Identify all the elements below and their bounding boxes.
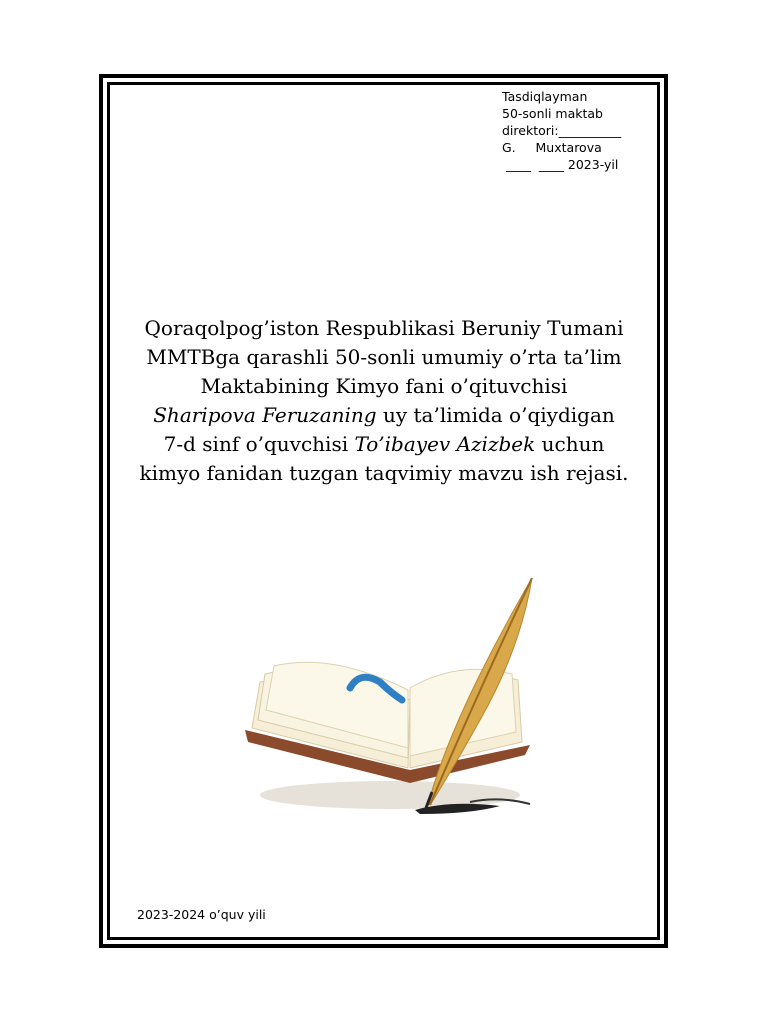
title-text: uchun: [535, 432, 605, 456]
title-line: MMTBga qarashli 50-sonli umumiy o’rta ta’lim: [146, 345, 622, 369]
approval-line: direktori:__________: [502, 123, 622, 138]
approval-line: Tasdiqlayman: [502, 89, 588, 104]
teacher-name: Sharipova Feruzaning: [153, 403, 377, 427]
title-line: Maktabining Kimyo fani o’qituvchisi: [200, 374, 568, 398]
approval-line: ____ ____ 2023-yil: [502, 157, 619, 172]
book-and-quill-illustration: [240, 570, 540, 830]
title-text: uy ta’limida o’qiydigan: [376, 403, 615, 427]
document-title: [112, 314, 656, 488]
approval-line: 50-sonli maktab: [502, 106, 603, 121]
student-name: To’ibayev Azizbek: [354, 432, 536, 456]
title-line: kimyo fanidan tuzgan taqvimiy mavzu ish rejasi.: [139, 461, 629, 485]
title-text: 7-d sinf o’quvchisi: [163, 432, 355, 456]
academic-year: 2023-2024 o’quv yili: [137, 907, 266, 922]
title-line: Qoraqolpog’iston Respublikasi Beruniy Tumani: [144, 316, 624, 340]
approval-block: [502, 88, 652, 173]
approval-line: G. Muxtarova: [502, 140, 602, 155]
title-line: [112, 401, 656, 430]
title-line: [112, 430, 656, 459]
